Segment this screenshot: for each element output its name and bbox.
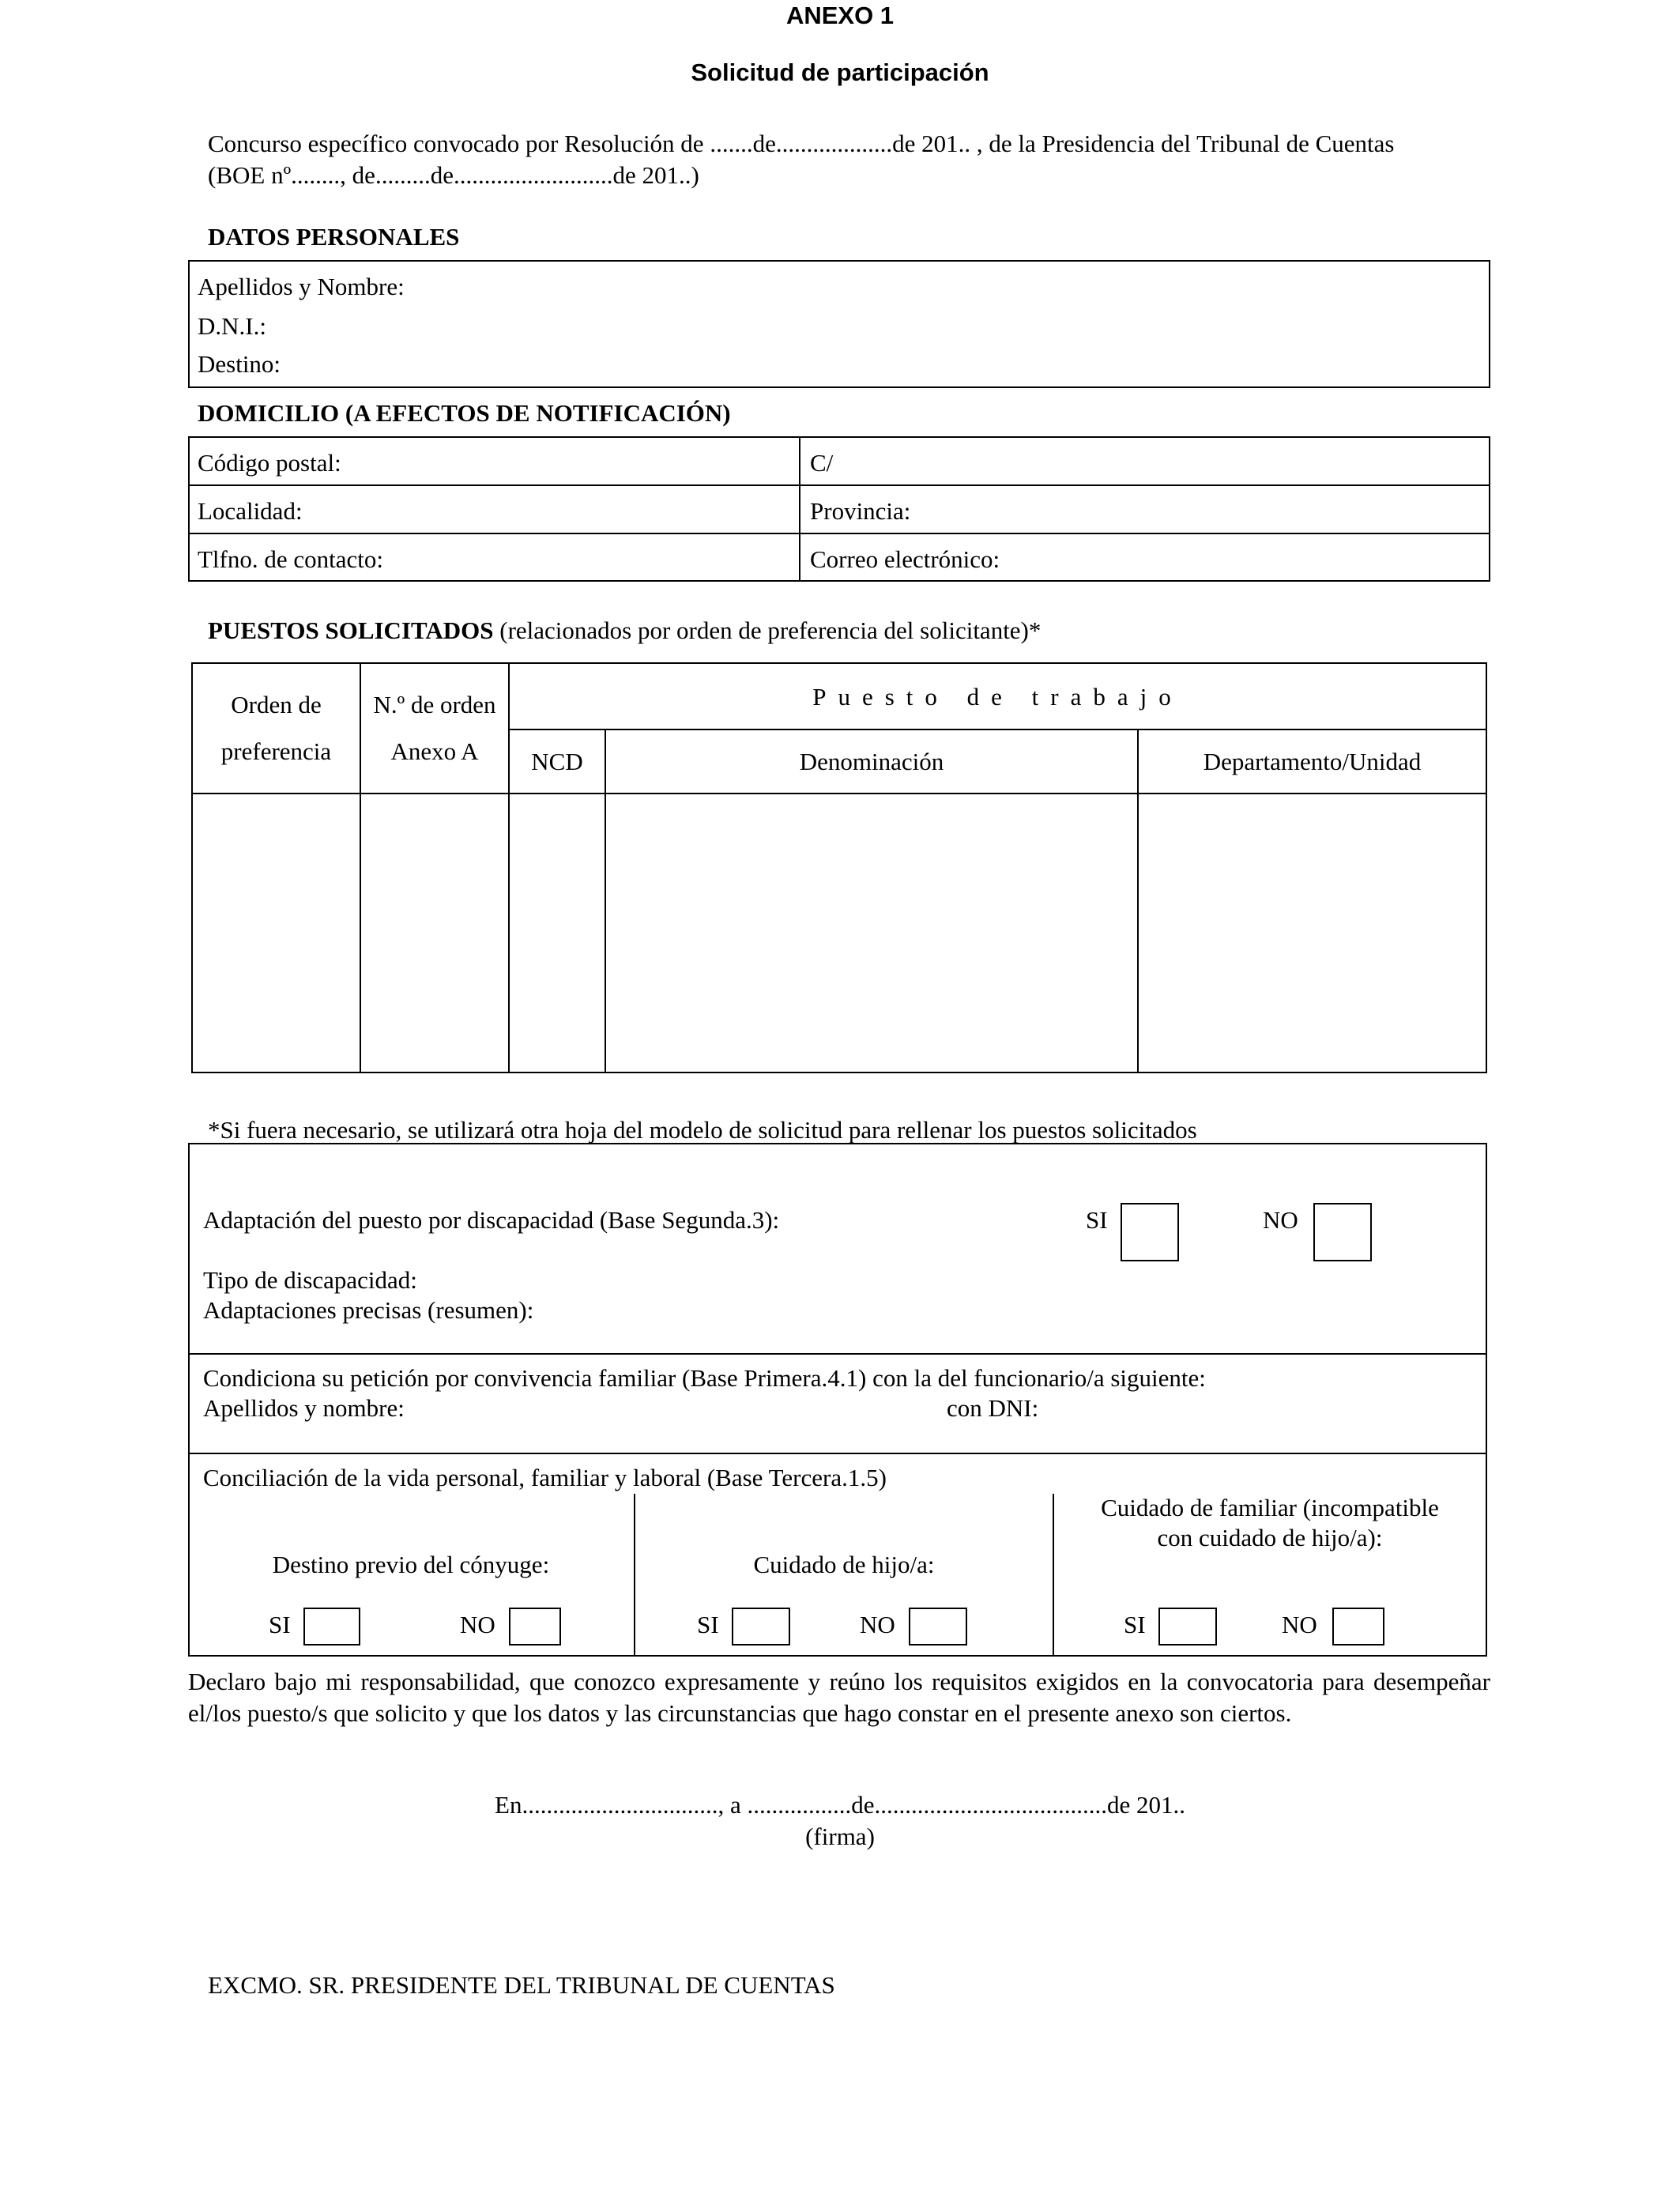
personal-data-heading: DATOS PERSONALES (208, 223, 460, 251)
positions-col-divider (360, 664, 361, 1072)
group-header-puesto: Puesto de trabajo (812, 683, 1183, 711)
positions-table (191, 662, 1487, 1073)
child-care-label: Cuidado de hijo/a: (753, 1551, 935, 1578)
col-denomination: Denominación (799, 748, 944, 775)
col-ncd: NCD (531, 748, 583, 775)
positions-col-divider (508, 664, 510, 1072)
section-divider (190, 1453, 1486, 1454)
address-heading: DOMICILIO (A EFECTOS DE NOTIFICACIÓN) (198, 399, 731, 427)
address-col-divider (799, 438, 800, 580)
positions-footnote: *Si fuera necesario, se utilizará otra hoja del modelo de solicitud para rellenar los puestos solicitados (208, 1116, 1197, 1144)
annex-title: ANEXO 1 (785, 2, 895, 29)
positions-group-divider (508, 729, 1486, 730)
personal-data-box (188, 260, 1490, 388)
adaptation-no-checkbox[interactable] (1313, 1203, 1372, 1261)
col-order-line-2: preferencia (220, 737, 332, 765)
street-label: C/ (810, 449, 834, 477)
positions-col-divider (605, 729, 606, 1072)
disability-type-label: Tipo de discapacidad: (203, 1266, 417, 1294)
spouse-si-checkbox[interactable] (303, 1608, 360, 1646)
adaptation-si-checkbox[interactable] (1121, 1203, 1179, 1261)
conditions-box (188, 1143, 1487, 1657)
family-si-label: SI (1124, 1611, 1146, 1638)
family-no-checkbox[interactable] (1332, 1608, 1384, 1646)
address-table (188, 436, 1490, 582)
family-condition-label: Condiciona su petición por convivencia familiar (Base Primera.4.1) con la del funcionario/a siguiente: (203, 1364, 1206, 1392)
locality-label: Localidad: (198, 497, 303, 525)
family-si-checkbox[interactable] (1158, 1608, 1217, 1646)
page-title: Solicitud de participación (691, 58, 989, 86)
intro-line-2: (BOE nº........, de.........de..........................de 201..) (208, 161, 699, 189)
positions-header-divider (193, 793, 1486, 794)
child-si-label: SI (697, 1611, 719, 1638)
family-no-label: NO (1282, 1611, 1317, 1638)
declaration-text: Declaro bajo mi responsabilidad, que conozco expresamente y reúno los requisitos exigidos en la convocatoria para desempeñar el/los puesto/s que solicito y que los datos y las circunstancias que hago constar en el presente anexo son ciertos. (188, 1668, 1490, 1727)
child-si-checkbox[interactable] (732, 1608, 790, 1646)
family-surname-label: Apellidos y nombre: (203, 1394, 405, 1422)
family-care-line-1: Cuidado de familiar (incompatible (1101, 1494, 1439, 1521)
child-no-checkbox[interactable] (909, 1608, 967, 1646)
col-number-line-1: N.º de orden (373, 691, 496, 718)
section-divider (190, 1353, 1486, 1355)
province-label: Provincia: (810, 497, 911, 525)
spouse-label: Destino previo del cónyuge: (272, 1551, 550, 1578)
positions-heading-title: PUESTOS SOLICITADOS (208, 616, 494, 644)
family-care-line-2: con cuidado de hijo/a): (1157, 1524, 1383, 1551)
spouse-si-label: SI (269, 1611, 291, 1638)
destino-label: Destino: (198, 350, 281, 378)
positions-heading (208, 616, 1041, 645)
address-row-divider (190, 484, 1489, 486)
address-row-divider (190, 533, 1489, 534)
positions-heading-note: (relacionados por orden de preferencia del solicitante)* (499, 616, 1042, 644)
adaptation-si-label: SI (1086, 1206, 1108, 1234)
conciliation-title: Conciliación de la vida personal, familiar y laboral (Base Tercera.1.5) (203, 1464, 887, 1491)
positions-col-divider (1137, 729, 1139, 1072)
spouse-no-label: NO (460, 1611, 495, 1638)
adaptations-label: Adaptaciones precisas (resumen): (203, 1296, 534, 1324)
place-date-line: En................................, a .................de......................................de 201.. (495, 1791, 1185, 1819)
addressee: EXCMO. SR. PRESIDENTE DEL TRIBUNAL DE CUENTAS (208, 1971, 835, 1999)
surname-name-label: Apellidos y Nombre: (198, 273, 405, 300)
family-dni-label: con DNI: (947, 1394, 1039, 1422)
signature-label: (firma) (805, 1823, 875, 1850)
col-department: Departamento/Unidad (1203, 748, 1422, 775)
intro-line-1: Concurso específico convocado por Resolución de .......de...................de 201.. , de la Presidencia del Tribunal de Cuentas (208, 130, 1395, 157)
email-label: Correo electrónico: (810, 545, 1000, 573)
phone-label: Tlfno. de contacto: (198, 545, 383, 573)
dni-label: D.N.I.: (198, 312, 266, 340)
adaptation-no-label: NO (1263, 1206, 1298, 1234)
child-no-label: NO (860, 1611, 895, 1638)
col-order-line-1: Orden de (231, 691, 322, 718)
spouse-no-checkbox[interactable] (509, 1608, 561, 1646)
col-number-line-2: Anexo A (390, 737, 479, 765)
postal-code-label: Código postal: (198, 449, 341, 477)
adaptation-label: Adaptación del puesto por discapacidad (Base Segunda.3): (203, 1206, 780, 1234)
